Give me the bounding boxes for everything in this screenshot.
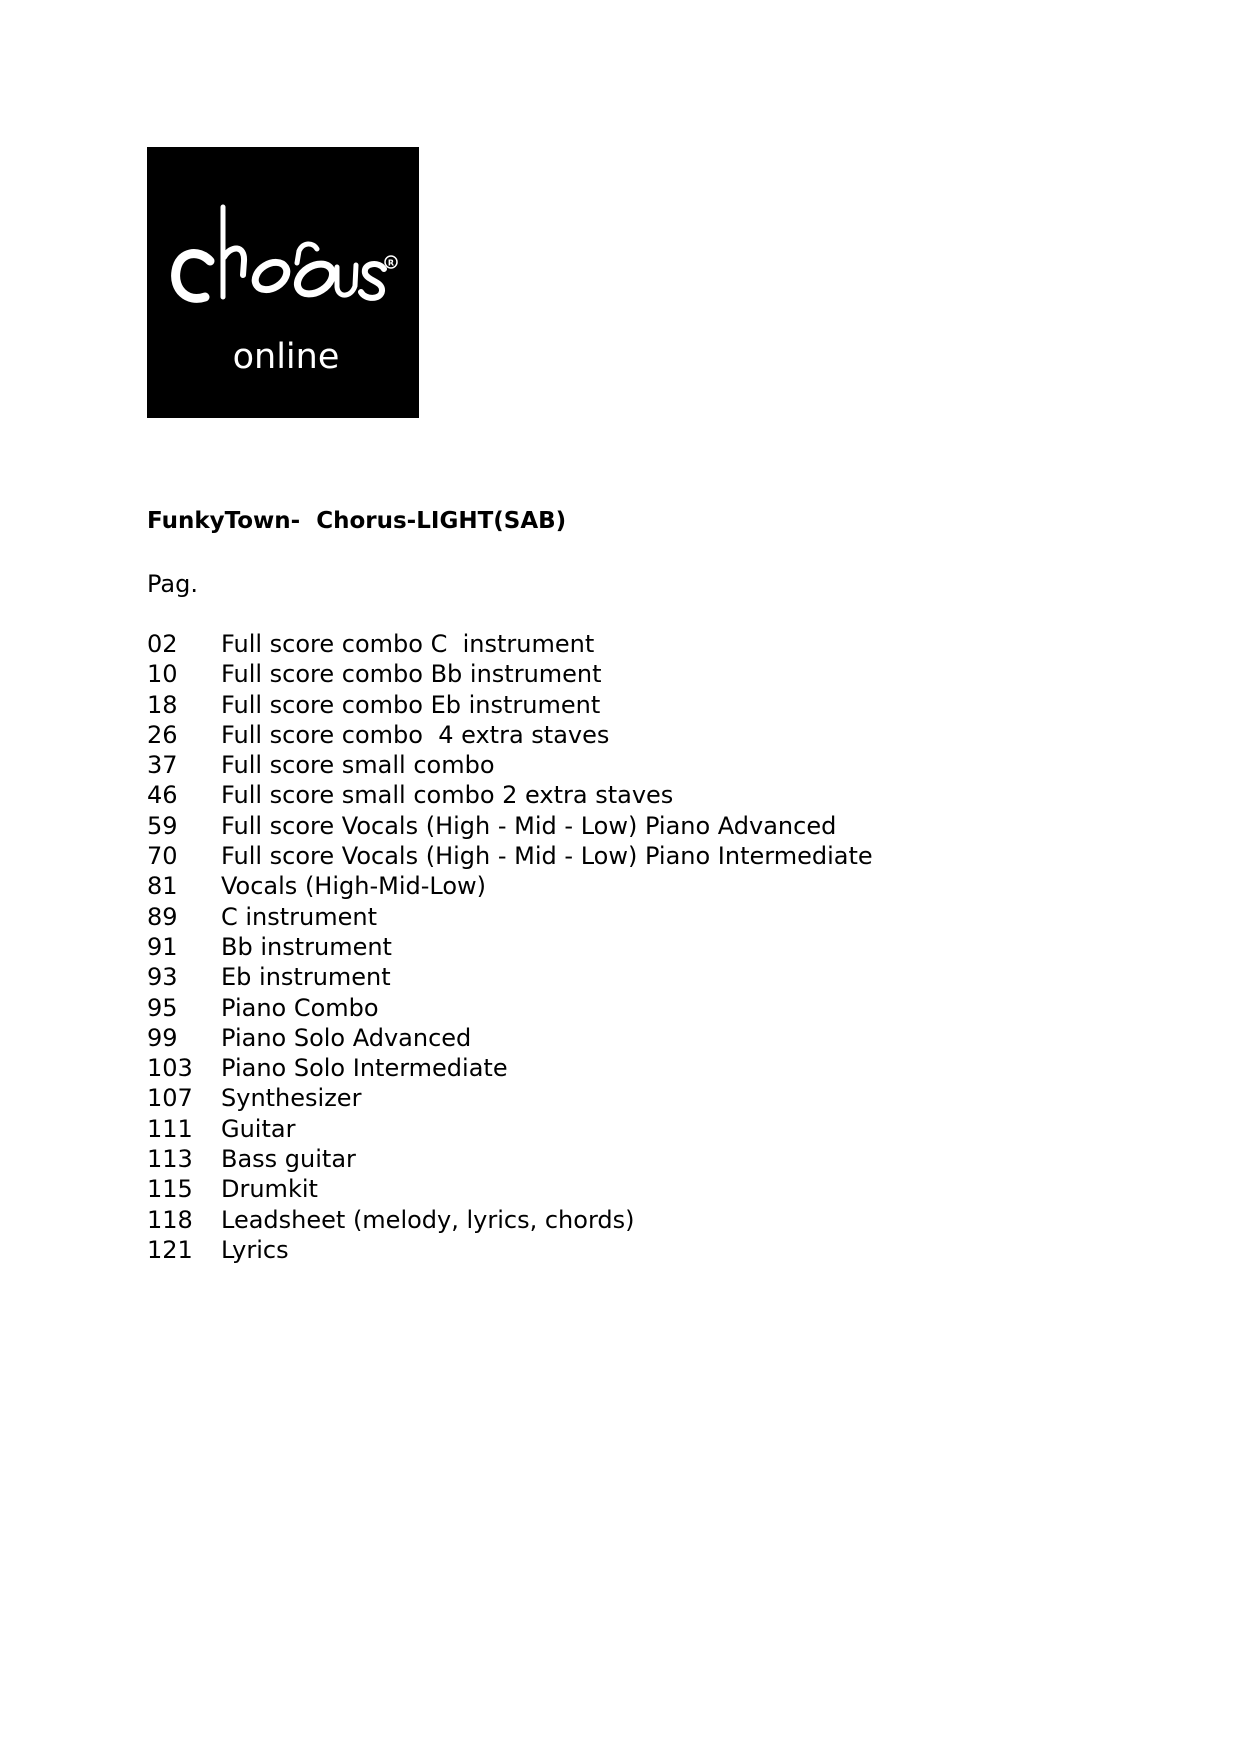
toc-page-number: 95 (147, 993, 178, 1022)
toc-page-number: 121 (147, 1235, 193, 1264)
toc-entry-label: Full score Vocals (High - Mid - Low) Piano Advanced (221, 811, 837, 840)
toc-entry (147, 932, 873, 962)
toc-entry (147, 1114, 873, 1144)
toc-page-number: 89 (147, 902, 178, 931)
toc-entry (147, 690, 873, 720)
toc-entry (147, 962, 873, 992)
toc-entry-label: C instrument (221, 902, 378, 931)
toc-entry-label: Lyrics (221, 1235, 289, 1264)
toc-entry-label: Full score small combo (221, 751, 495, 780)
toc-page-number: 81 (147, 872, 178, 901)
toc-entry (147, 1235, 873, 1265)
toc-entry (147, 629, 873, 659)
toc-entry (147, 1144, 873, 1174)
toc-page-number: 93 (147, 963, 178, 992)
toc-entry-label: Synthesizer (221, 1084, 362, 1113)
toc-entry-label: Bass guitar (221, 1145, 356, 1174)
toc-entry-label: Bb instrument (221, 932, 392, 961)
toc-entry (147, 811, 873, 841)
toc-page-number: 37 (147, 751, 178, 780)
toc-entry-label: Full score combo C instrument (221, 630, 595, 658)
toc-page-number: 118 (147, 1205, 193, 1234)
toc-entry (147, 1174, 873, 1204)
chorus-logo-mark (147, 147, 419, 418)
toc-page-number: 91 (147, 932, 178, 961)
table-of-contents (147, 629, 873, 1265)
toc-entry-label: Piano Combo (221, 993, 379, 1022)
toc-page-number: 59 (147, 811, 178, 840)
toc-page-number: 111 (147, 1114, 193, 1143)
toc-entry (147, 902, 873, 932)
toc-entry (147, 871, 873, 901)
toc-entry-label: Piano Solo Advanced (221, 1023, 472, 1052)
chorus-online-logo (147, 147, 419, 418)
toc-entry (147, 841, 873, 871)
toc-entry (147, 1053, 873, 1083)
toc-page-number: 113 (147, 1145, 193, 1174)
document-title: FunkyTown- Chorus-LIGHT(SAB) (147, 508, 567, 534)
toc-entry-label: Full score combo Bb instrument (221, 660, 602, 689)
toc-entry (147, 750, 873, 780)
toc-page-number: 115 (147, 1175, 193, 1204)
toc-entry (147, 1023, 873, 1053)
toc-entry (147, 780, 873, 810)
toc-entry-label: Full score combo Eb instrument (221, 690, 601, 719)
toc-page-number: 18 (147, 690, 178, 719)
toc-entry-label: Eb instrument (221, 963, 391, 992)
toc-entry-label: Guitar (221, 1114, 296, 1143)
toc-page-number: 103 (147, 1054, 193, 1083)
toc-entry-label: Piano Solo Intermediate (221, 1054, 508, 1083)
toc-page-number: 99 (147, 1023, 178, 1052)
toc-entry-label: Leadsheet (melody, lyrics, chords) (221, 1205, 635, 1234)
toc-entry (147, 659, 873, 689)
page-column-label: Pag. (147, 570, 198, 598)
svg-text:R: R (387, 258, 395, 268)
toc-page-number: 107 (147, 1084, 193, 1113)
toc-page-number: 70 (147, 842, 178, 871)
toc-page-number: 10 (147, 660, 178, 689)
toc-page-number: 26 (147, 720, 178, 749)
toc-entry (147, 1205, 873, 1235)
toc-entry (147, 993, 873, 1023)
toc-page-number: 02 (147, 630, 178, 658)
toc-page-number: 46 (147, 781, 178, 810)
toc-entry-label: Vocals (High-Mid-Low) (221, 872, 487, 901)
toc-entry-label: Full score Vocals (High - Mid - Low) Piano Intermediate (221, 842, 873, 871)
toc-entry (147, 720, 873, 750)
toc-entry-label: Full score small combo 2 extra staves (221, 781, 674, 810)
toc-entry-label: Full score combo 4 extra staves (221, 720, 610, 749)
toc-entry (147, 1083, 873, 1113)
registered-mark-icon (385, 256, 397, 268)
toc-entry-label: Drumkit (221, 1175, 318, 1204)
svg-text:online: online (232, 337, 340, 377)
